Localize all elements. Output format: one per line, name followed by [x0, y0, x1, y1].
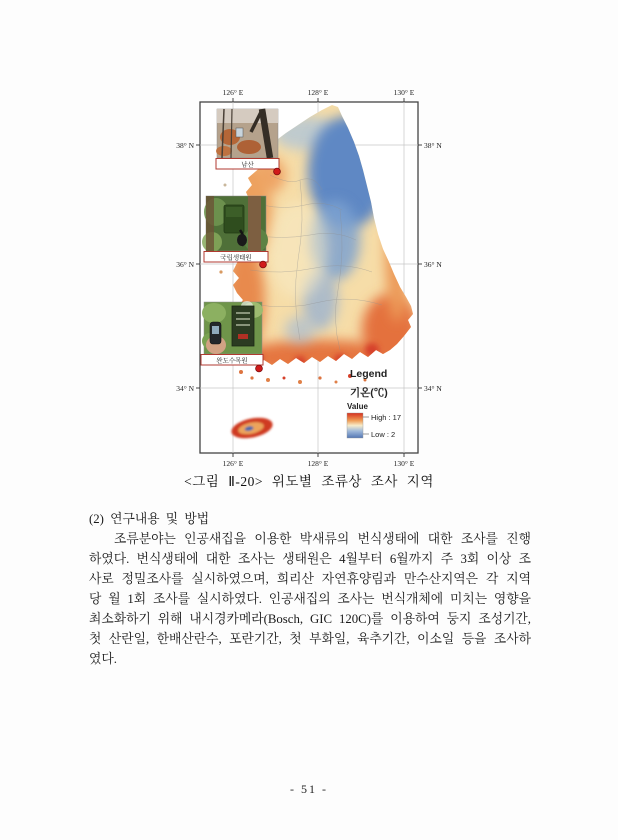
y-tick-right-36: 36° N [424, 260, 442, 269]
photo-namsan [216, 109, 279, 169]
site-marker-namsan [274, 168, 281, 175]
x-tick-bottom-130: 130° E [393, 459, 415, 468]
legend-high-label: High : 17 [371, 413, 402, 422]
site-marker-ecology [260, 261, 267, 268]
photo-label-ecology: 국립생태원 [220, 254, 252, 262]
figure-map [160, 82, 445, 474]
photo-wando [201, 301, 263, 365]
body-text [89, 509, 531, 669]
y-tick-left-36: 36° N [176, 260, 194, 269]
photo-label-namsan: 남산 [241, 161, 254, 169]
page-number: - 51 - [290, 782, 328, 796]
x-tick-top-130: 130° E [393, 88, 415, 97]
photo-label-wando: 완도수목원 [216, 357, 248, 365]
figure-caption: <그림 Ⅱ-20> 위도별 조류상 조사 지역 [184, 474, 434, 489]
site-marker-wando [256, 365, 263, 372]
x-tick-top-128: 128° E [307, 88, 329, 97]
y-tick-right-38: 38° N [424, 141, 442, 150]
nestbox [236, 128, 243, 137]
paragraph: 조류분야는 인공새집을 이용한 박새류의 번식생태에 대한 조사를 진행하였다. 번식생태에 대한 조사는 생태원은 4월부터 6월까지 주 3회 이상 조사로 정밀조사를 실시하였으며, 희리산 자연휴양림과 만수산지역은 각 지역당 월 1회 조사를 실시하였다. 인공새집의 조사는 번식개체에 미치는 영향을 최소화하기 위해 내시경카메라(Bosch, GIC 120C)를 이용하여 둥지 조성기간, 첫 산란일, 한배산란수, 포란기간, 첫 부화일, 육추기간, 이소일 등을 조사하였다. [89, 532, 531, 666]
x-tick-bottom-128: 128° E [307, 459, 329, 468]
y-tick-left-34: 34° N [176, 384, 194, 393]
korea-temperature-map [160, 82, 445, 474]
legend-value-label: Value [347, 402, 368, 411]
legend-color-ramp [347, 413, 363, 438]
y-tick-left-38: 38° N [176, 141, 194, 150]
photo-ecology-institute [202, 196, 268, 262]
x-tick-bottom-126: 126° E [222, 459, 244, 468]
y-tick-right-34: 34° N [424, 384, 442, 393]
legend-title: Legend [350, 368, 388, 380]
legend-layer-name: 기온(℃) [350, 387, 388, 399]
x-tick-top-126: 126° E [222, 88, 244, 97]
legend-low-label: Low : 2 [371, 430, 396, 439]
section-heading: (2) 연구내용 및 방법 [89, 512, 210, 526]
